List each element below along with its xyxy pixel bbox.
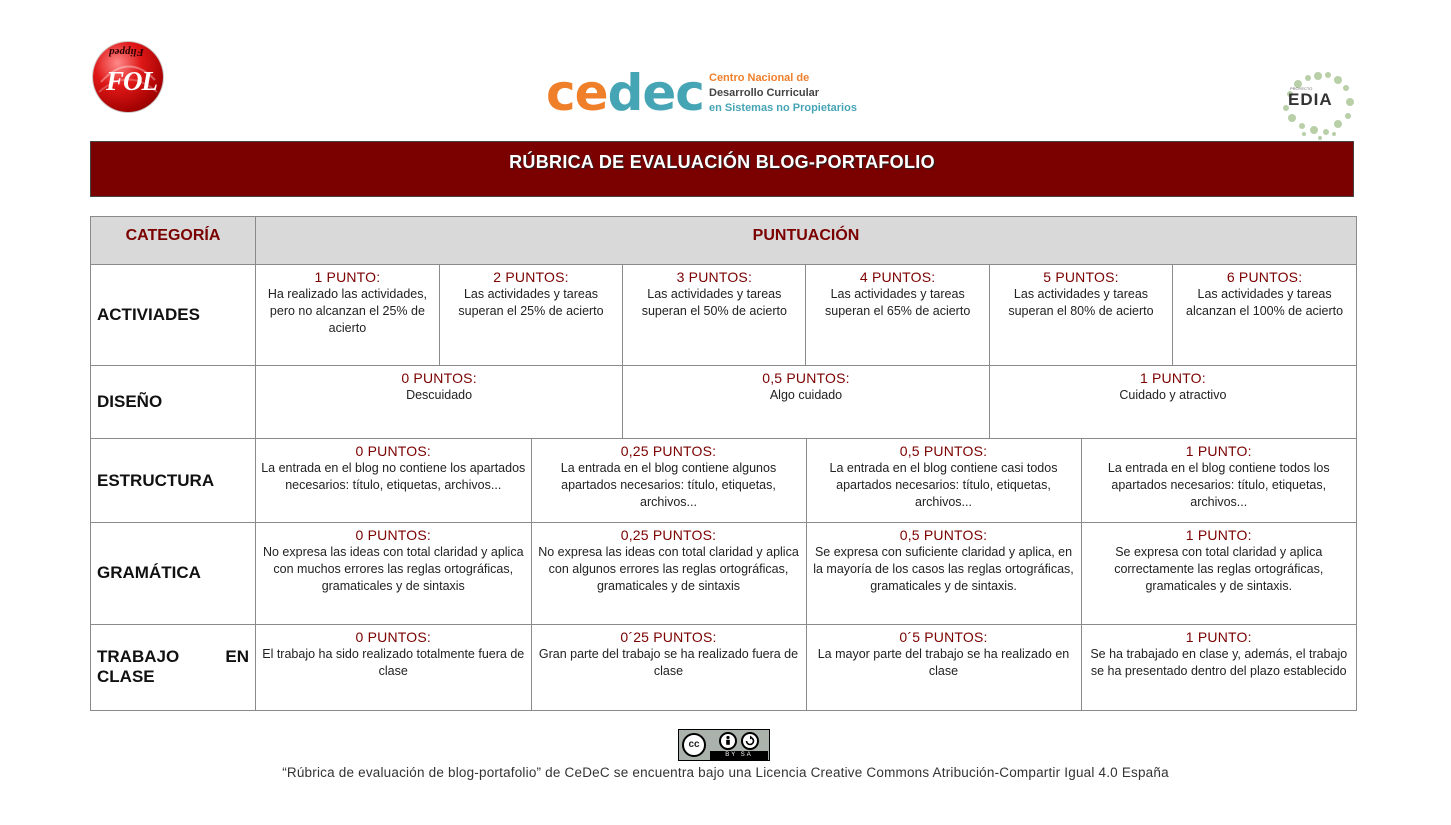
cedec-wordmark-part-2: dec: [607, 64, 704, 122]
row-category: GRAMÁTICA: [91, 522, 256, 624]
table-row: [91, 366, 1357, 439]
category-line-2: CLASE: [97, 667, 155, 687]
attribution-icon: [719, 732, 737, 750]
score-cell: [1081, 523, 1356, 624]
cc-icon: cc: [682, 733, 706, 757]
points-description: Se expresa con total claridad y aplica correctamente las reglas ortográficas, gramaticales y de sintaxis.: [1114, 544, 1324, 593]
score-cell: [989, 366, 1356, 438]
points-description: Cuidado y atractivo: [1119, 388, 1227, 403]
points-label: 5 PUNTOS:: [1043, 269, 1119, 286]
title-banner: [90, 141, 1354, 197]
category-line-1: [97, 647, 255, 667]
license-strip: BY SA: [710, 751, 768, 760]
score-cell: [256, 366, 623, 438]
points-description: Las actividades y tareas superan el 25% de acierto: [458, 287, 604, 319]
fol-logo-top-text: Flipped: [109, 46, 144, 58]
row-category: ACTIVIADES: [91, 265, 256, 366]
points-label: 0,5 PUNTOS:: [899, 443, 988, 460]
points-label: 1 PUNTO:: [1185, 628, 1252, 645]
points-description: El trabajo ha sido realizado totalmente fuera de clase: [262, 646, 525, 678]
edia-pre-text: PROYECTO: [1290, 86, 1313, 91]
score-cell: [623, 265, 806, 365]
edia-text: EDIA: [1288, 90, 1333, 109]
license-text: “Rúbrica de evaluación de blog-portafolio” de CeDeC se encuentra bajo una Licencia Creative Commons Atribución-Compartir Igual 4.0 España: [282, 765, 1169, 780]
points-label: 1 PUNTO:: [1185, 443, 1252, 460]
creative-commons-by-sa-icon[interactable]: [678, 729, 770, 761]
page-title: RÚBRICA DE EVALUACIÓN BLOG-PORTAFOLIO: [509, 152, 935, 172]
score-cell: [256, 439, 531, 521]
points-description: Se ha trabajado en clase y, además, el trabajo se ha presentado dentro del plazo establecido: [1090, 646, 1348, 678]
cedec-logo: [546, 64, 886, 122]
edia-logo: [1280, 70, 1356, 140]
points-description: La entrada en el blog no contiene los apartados necesarios: título, etiquetas, archivos...: [261, 461, 526, 493]
points-label: 0,5 PUNTOS:: [899, 526, 988, 543]
points-label: 3 PUNTOS:: [676, 269, 753, 286]
score-cell: [531, 523, 806, 624]
score-cells: [256, 624, 1357, 710]
table-row: [91, 439, 1357, 522]
score-cells: [256, 522, 1357, 624]
table-row: [91, 624, 1357, 710]
score-cell: [256, 265, 439, 365]
points-label: 1 PUNTO:: [314, 269, 381, 286]
points-label: 6 PUNTOS:: [1226, 269, 1303, 286]
points-label: 0 PUNTOS:: [355, 628, 431, 645]
score-cell: [806, 439, 1081, 521]
points-label: 4 PUNTOS:: [859, 269, 936, 286]
score-cell: [1081, 439, 1356, 521]
points-label: 0,5 PUNTOS:: [762, 370, 850, 387]
score-cell: [1081, 625, 1356, 710]
flipped-fol-logo: [93, 42, 163, 112]
cedec-subtitle-line: en Sistemas no Propietarios: [709, 102, 857, 114]
score-subtable: [256, 439, 1356, 521]
cedec-subtitle-line: Centro Nacional de: [709, 72, 810, 84]
score-cell: [806, 625, 1081, 710]
table-row: [91, 265, 1357, 366]
points-description: Algo cuidado: [769, 388, 843, 403]
points-label: 0 PUNTOS:: [355, 526, 431, 543]
cedec-subtitle: [709, 71, 857, 116]
score-cell: [531, 625, 806, 710]
points-label: 1 PUNTO:: [1185, 526, 1252, 543]
points-description: Gran parte del trabajo se ha realizado fuera de clase: [538, 646, 799, 678]
fol-logo-main-text: FOL: [106, 66, 157, 96]
points-description: Las actividades y tareas alcanzan el 100% de acierto: [1186, 287, 1344, 319]
row-category: DISEÑO: [91, 366, 256, 439]
points-label: 0 PUNTOS:: [401, 370, 477, 387]
rubric-table: [90, 216, 1357, 711]
row-category: [91, 624, 256, 710]
score-cells: [256, 439, 1357, 522]
points-label: 0´5 PUNTOS:: [899, 628, 988, 645]
score-subtable: [256, 625, 1356, 710]
points-description: Las actividades y tareas superan el 65% de acierto: [825, 287, 971, 319]
score-cell: [531, 439, 806, 521]
score-cell: [989, 265, 1172, 365]
score-cell: [623, 366, 990, 438]
cedec-wordmark-part-1: ce: [546, 64, 608, 122]
points-label: 0 PUNTOS:: [355, 443, 431, 460]
score-subtable: [256, 523, 1356, 624]
points-label: 2 PUNTOS:: [493, 269, 569, 286]
points-label: 1 PUNTO:: [1139, 370, 1206, 387]
score-cell: [256, 523, 531, 624]
score-cell: [806, 265, 989, 365]
score-cell: [806, 523, 1081, 624]
category-word: TRABAJO: [97, 647, 180, 667]
row-category: ESTRUCTURA: [91, 439, 256, 522]
table-header-row: [91, 217, 1357, 265]
cedec-subtitle-line: Desarrollo Curricular: [709, 87, 820, 99]
points-description: Descuidado: [406, 388, 473, 403]
cedec-wordmark: [546, 64, 704, 122]
points-description: La mayor parte del trabajo se ha realizado en clase: [817, 646, 1070, 678]
category-header: CATEGORÍA: [91, 217, 256, 265]
score-cells: [256, 265, 1357, 366]
points-description: No expresa las ideas con total claridad y aplica con muchos errores las reglas ortográficas, gramaticales y de sintaxis: [262, 544, 524, 593]
points-description: La entrada en el blog contiene algunos apartados necesarios: título, etiquetas, archivos...: [560, 461, 777, 510]
points-description: No expresa las ideas con total claridad y aplica con algunos errores las reglas ortográficas, gramaticales y de sintaxis: [538, 544, 799, 593]
points-description: Ha realizado las actividades, pero no alcanzan el 25% de acierto: [267, 287, 427, 336]
score-cell: [256, 625, 531, 710]
points-description: La entrada en el blog contiene casi todos apartados necesarios: título, etiquetas, archivos...: [829, 461, 1058, 510]
score-cell: [1173, 265, 1356, 365]
score-cell: [439, 265, 622, 365]
points-description: Las actividades y tareas superan el 80% de acierto: [1008, 287, 1154, 319]
score-cells: [256, 366, 1357, 439]
points-description: Las actividades y tareas superan el 50% de acierto: [641, 287, 787, 319]
table-row: [91, 522, 1357, 624]
points-label: 0,25 PUNTOS:: [620, 526, 717, 543]
score-subtable: [256, 366, 1356, 438]
points-label: 0,25 PUNTOS:: [620, 443, 717, 460]
points-description: La entrada en el blog contiene todos los apartados necesarios: título, etiquetas, archivos...: [1107, 461, 1330, 510]
score-header: PUNTUACIÓN: [256, 217, 1357, 265]
share-alike-icon: [741, 732, 759, 750]
points-description: Se expresa con suficiente claridad y aplica, en la mayoría de los casos las reglas ortográficas, gramaticales y de sintaxis.: [813, 544, 1074, 593]
points-label: 0´25 PUNTOS:: [620, 628, 717, 645]
category-word: EN: [225, 647, 249, 667]
score-subtable: [256, 265, 1356, 365]
